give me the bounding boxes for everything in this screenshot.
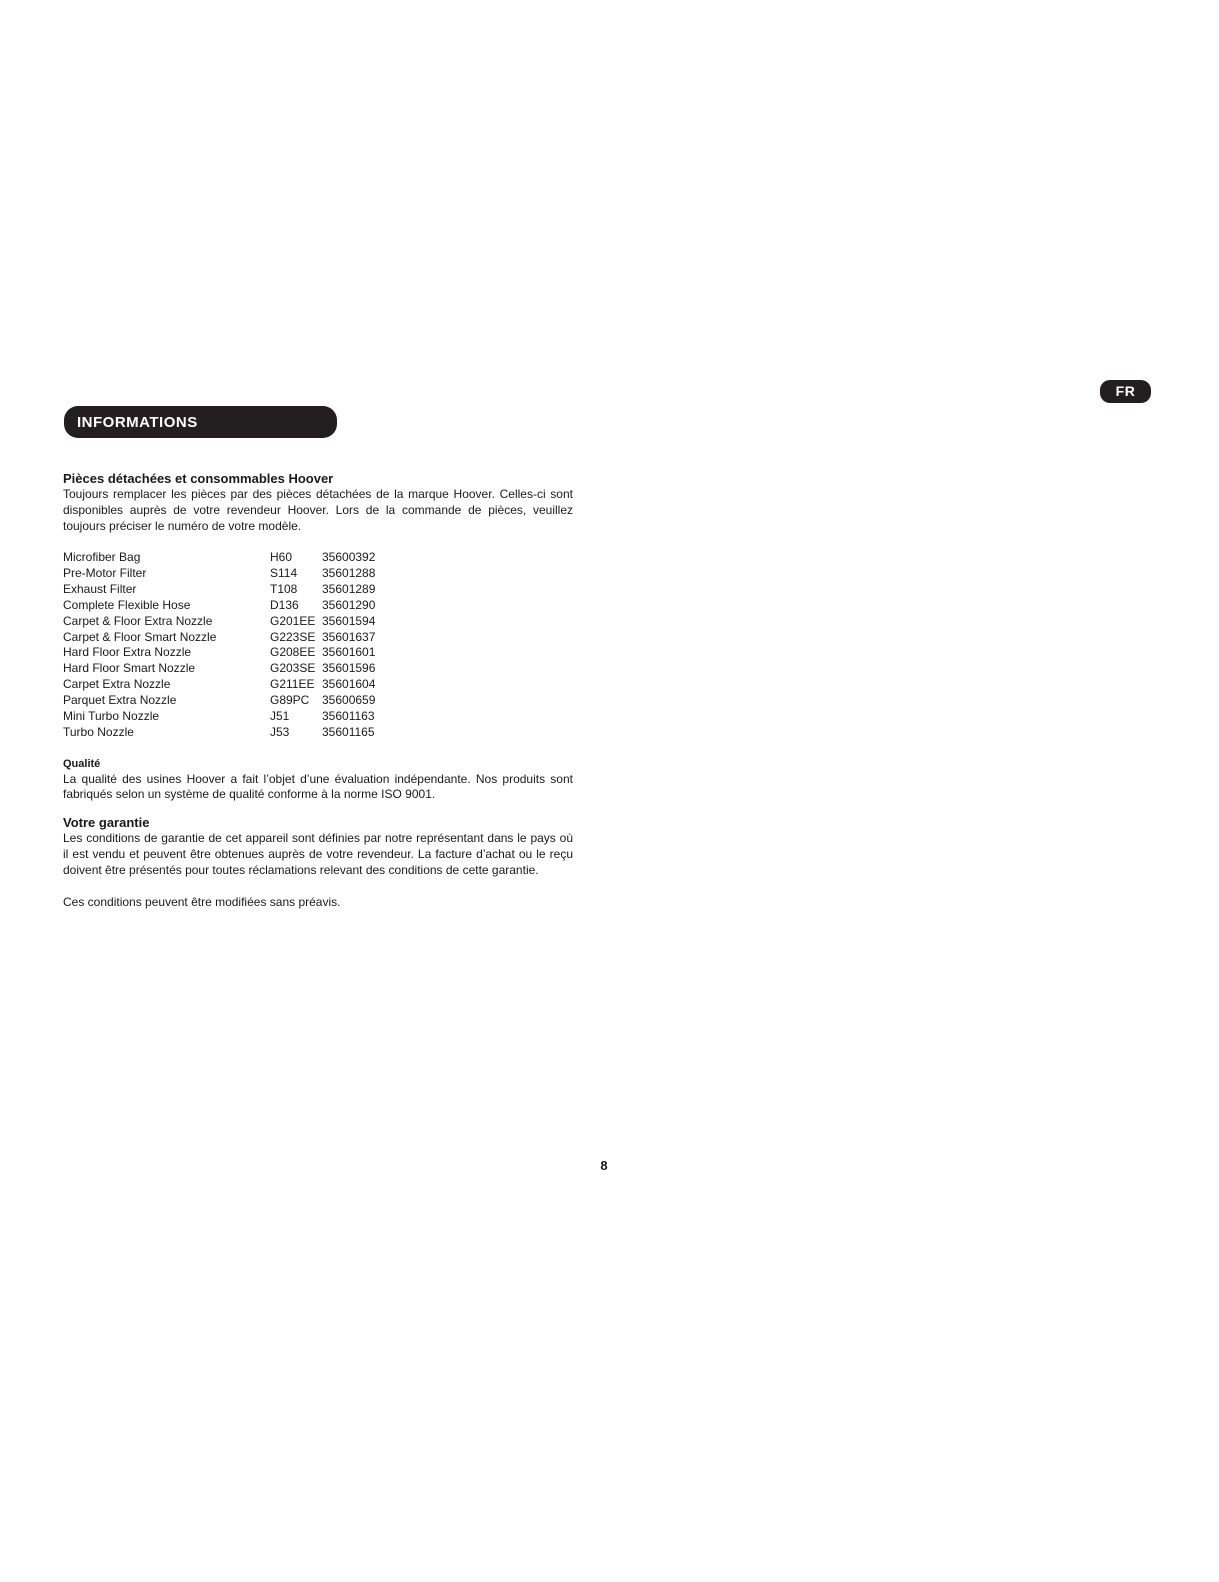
part-reference: 35601289: [322, 582, 376, 597]
part-reference: 35601637: [322, 629, 376, 644]
part-code: S114: [270, 566, 298, 581]
part-name: Carpet & Floor Smart Nozzle: [63, 629, 217, 644]
part-name: Pre-Motor Filter: [63, 566, 147, 581]
language-tab: FR: [1100, 380, 1151, 403]
spare-parts-heading: Pièces détachées et consommables Hoover: [63, 471, 334, 486]
part-code: G208EE: [270, 645, 316, 660]
part-name: Mini Turbo Nozzle: [63, 708, 160, 723]
part-name: Parquet Extra Nozzle: [63, 692, 177, 707]
parts-row: [63, 661, 573, 677]
part-code: G89PC: [270, 692, 310, 707]
part-name: Hard Floor Extra Nozzle: [63, 645, 192, 660]
part-reference: 35601604: [322, 677, 376, 692]
part-code: D136: [270, 597, 299, 612]
part-reference: 35600659: [322, 692, 376, 707]
part-reference: 35601594: [322, 613, 376, 628]
part-name: Turbo Nozzle: [63, 724, 134, 739]
part-name: Carpet & Floor Extra Nozzle: [63, 613, 213, 628]
part-name: Carpet Extra Nozzle: [63, 677, 171, 692]
main-content: [63, 406, 573, 910]
parts-row: [63, 677, 573, 693]
part-reference: 35600392: [322, 550, 376, 565]
quality-body: La qualité des usines Hoover a fait l’objet d’une évaluation indépendante. Nos produits sont fabriqués selon un système de qualité conforme à la norme ISO 9001.: [63, 771, 573, 802]
warranty-body: Les conditions de garantie de cet appareil sont définies par notre représentant dans le pays où il est vendu et peuvent être obtenues auprès de votre revendeur. La facture d’achat ou le reçu doivent être présentés pour toutes réclamations relevant des conditions de cette garantie.: [63, 831, 573, 877]
part-name: Exhaust Filter: [63, 582, 137, 597]
part-code: J53: [270, 724, 290, 739]
parts-row: [63, 709, 573, 725]
part-code: H60: [270, 550, 293, 565]
part-reference: 35601290: [322, 597, 376, 612]
part-code: J51: [270, 708, 290, 723]
part-name: Hard Floor Smart Nozzle: [63, 661, 196, 676]
quality-heading: Qualité: [63, 757, 101, 770]
parts-row: [63, 582, 573, 598]
part-reference: 35601165: [322, 724, 375, 739]
part-code: G211EE: [270, 677, 315, 692]
part-code: G203SE: [270, 661, 316, 676]
part-code: G223SE: [270, 629, 316, 644]
part-name: Microfiber Bag: [63, 550, 141, 565]
parts-row: [63, 598, 573, 614]
parts-row: [63, 645, 573, 661]
warranty-heading: Votre garantie: [63, 815, 150, 831]
part-reference: 35601288: [322, 566, 376, 581]
spare-parts-body: Toujours remplacer les pièces par des pièces détachées de la marque Hoover. Celles-ci sont disponibles auprès de votre revendeur Hoover. Lors de la commande de pièces, veuillez toujours préciser le numéro de votre modèle.: [63, 487, 573, 533]
part-name: Complete Flexible Hose: [63, 597, 191, 612]
parts-row: [63, 614, 573, 630]
parts-row: [63, 693, 573, 709]
section-title: INFORMATIONS IMPORTANTES: [64, 406, 337, 438]
part-reference: 35601163: [322, 708, 375, 723]
parts-row: [63, 725, 573, 741]
part-reference: 35601601: [322, 645, 376, 660]
parts-list: [63, 550, 573, 740]
part-code: T108: [270, 582, 298, 597]
warranty-note: Ces conditions peuvent être modifiées sans préavis.: [63, 894, 341, 909]
parts-row: [63, 550, 573, 566]
page-number: 8: [600, 1158, 608, 1173]
part-reference: 35601596: [322, 661, 376, 676]
parts-row: [63, 630, 573, 646]
parts-row: [63, 566, 573, 582]
part-code: G201EE: [270, 613, 316, 628]
